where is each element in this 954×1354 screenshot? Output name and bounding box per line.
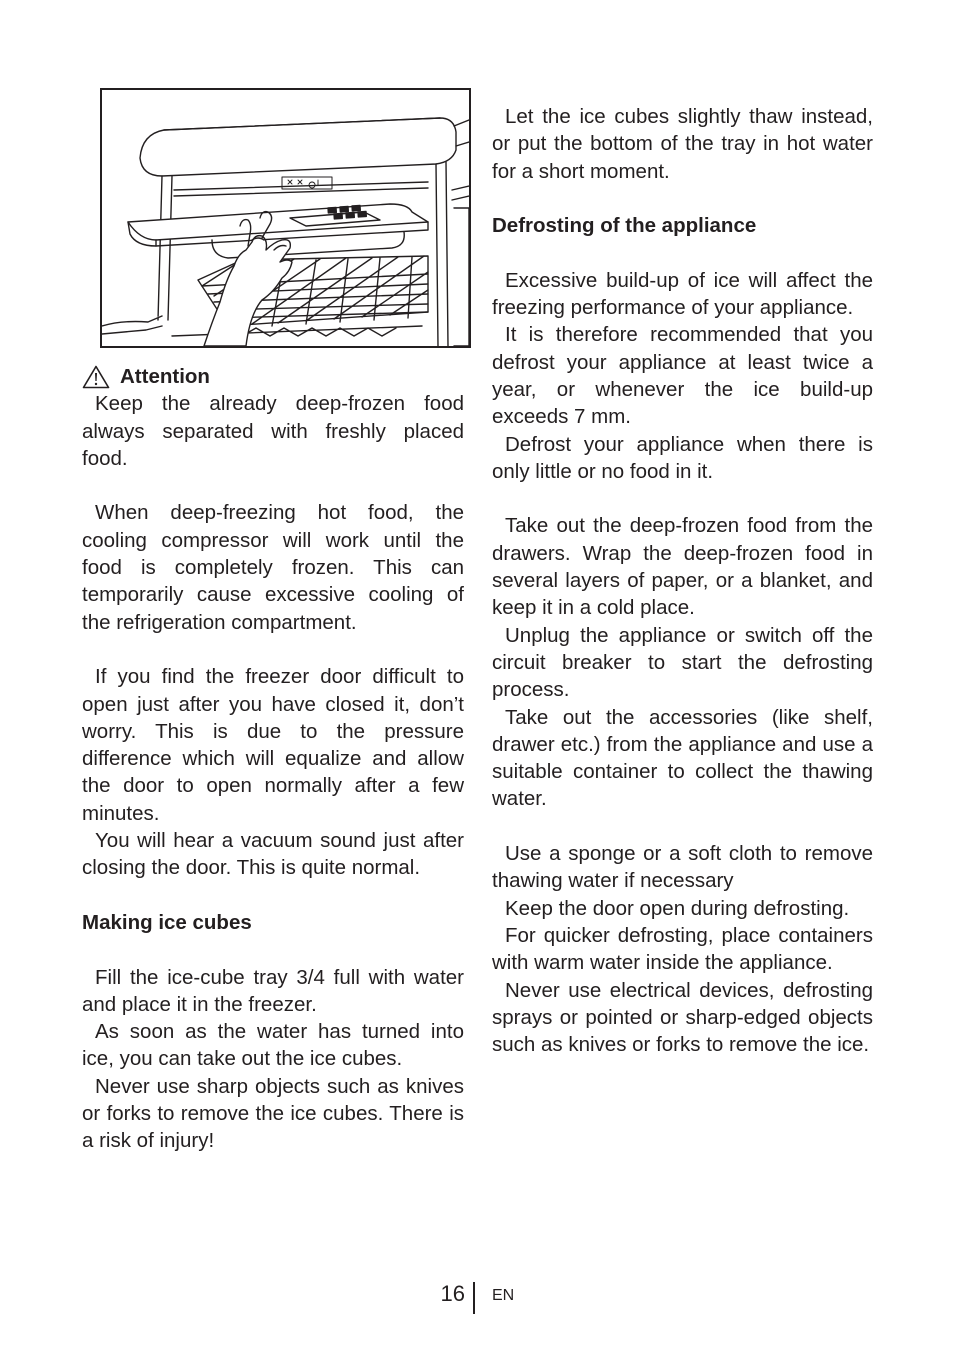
paragraph-take-out-food: Take out the deep-frozen food from the drawers. Wrap the deep-frozen food in several layers of paper, or a blanket, and keep it in a cold place. bbox=[492, 514, 873, 620]
paragraph-unplug: Unplug the appliance or switch off the circuit breaker to start the defrosting process. bbox=[492, 623, 873, 702]
attention-heading bbox=[82, 363, 464, 390]
heading-making-ice-cubes: Making ice cubes bbox=[82, 910, 252, 934]
paragraph-quicker: For quicker defrosting, place containers with warm water inside the appliance. bbox=[492, 923, 873, 975]
paragraph-thaw: Let the ice cubes slightly thaw instead, or put the bottom of the tray in hot water for a short moment. bbox=[492, 105, 873, 183]
paragraph-never-electrical: Never use electrical devices, defrosting sprays or pointed or sharp-edged objects such as knives or forks to remove the ice. bbox=[492, 978, 873, 1057]
paragraph-therefore: It is therefore recommended that you defrost your appliance at least twice a year, or whenever the ice build-up exceeds 7 mm. bbox=[492, 323, 873, 429]
footer-divider bbox=[473, 1282, 475, 1314]
paragraph-door: If you find the freezer door difficult to open just after you have closed it, don’t worry. This is due to the pressure difference which will equalize and allow the door to open normally after a few minutes. bbox=[82, 665, 464, 825]
paragraph-hot-food: When deep-freezing hot food, the cooling compressor will work until the food is completely frozen. This can temporarily cause excessive cooling of the refrigeration compartment. bbox=[82, 501, 464, 634]
page-footer bbox=[0, 1280, 954, 1316]
warning-icon bbox=[82, 365, 110, 389]
attention-title: Attention bbox=[120, 365, 210, 388]
paragraph-as-soon: As soon as the water has turned into ice, you can take out the ice cubes. bbox=[82, 1020, 464, 1071]
paragraph-accessories: Take out the accessories (like shelf, drawer etc.) from the appliance and use a suitable container to collect the thawing water. bbox=[492, 705, 873, 811]
paragraph-fill-tray: Fill the ice-cube tray 3/4 full with water and place it in the freezer. bbox=[82, 965, 464, 1016]
paragraph-sponge: Use a sponge or a soft cloth to remove thawing water if necessary bbox=[492, 842, 873, 893]
right-column bbox=[492, 103, 873, 1058]
paragraph-never-sharp: Never use sharp objects such as knives or forks to remove the ice cubes. There is a risk of injury! bbox=[82, 1074, 464, 1153]
paragraph-vacuum: You will hear a vacuum sound just after closing the door. This is quite normal. bbox=[82, 829, 464, 880]
left-column bbox=[82, 363, 464, 1155]
paragraph-excessive: Excessive build-up of ice will affect the freezing performance of your appliance. bbox=[492, 268, 873, 320]
language-code: EN bbox=[492, 1287, 515, 1304]
paragraph-keep-open: Keep the door open during defrosting. bbox=[505, 896, 850, 920]
page-number: 16 bbox=[440, 1281, 465, 1306]
paragraph-defrost-when: Defrost your appliance when there is only little or no food in it. bbox=[492, 432, 873, 483]
attention-text: Keep the already deep-frozen food always separated with freshly placed food. bbox=[82, 392, 464, 470]
heading-defrosting: Defrosting of the appliance bbox=[492, 214, 757, 238]
freezer-illustration bbox=[100, 88, 471, 348]
